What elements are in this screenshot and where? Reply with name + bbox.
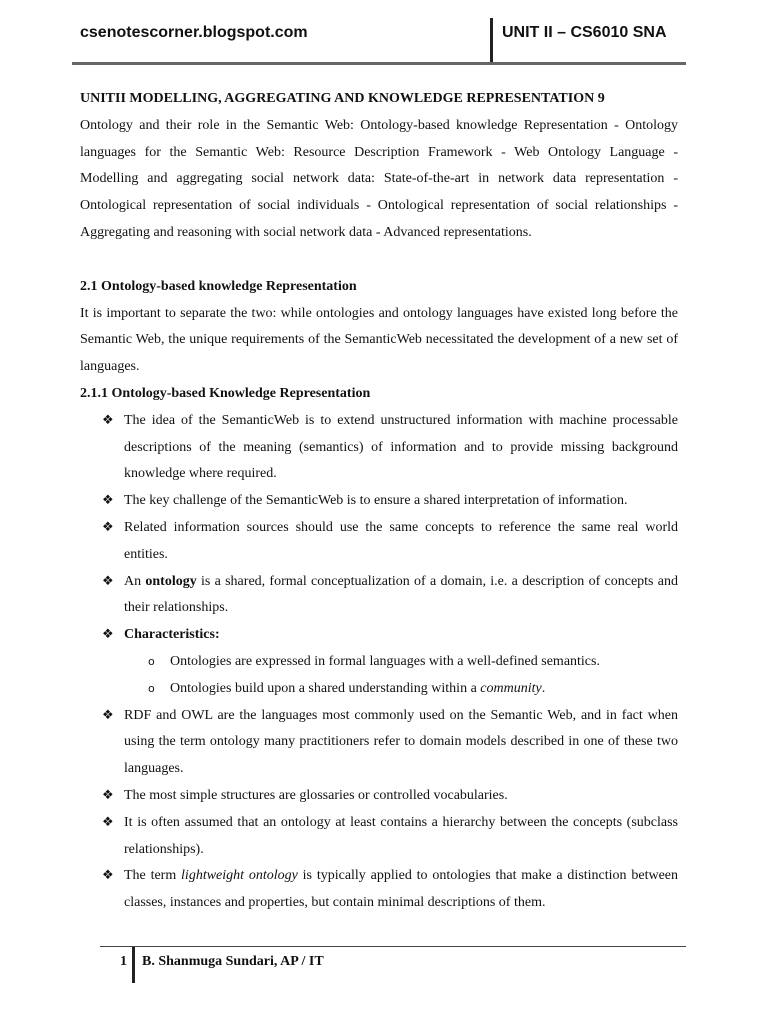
bullet-text: Related information sources should use the same concepts to reference the same real world entities.: [124, 519, 678, 562]
diamond-bullet-icon: ❖: [102, 573, 114, 589]
diamond-bullet-icon: ❖: [102, 707, 114, 723]
bullet-text-post: is typically applied to ontologies that make a distinction between classes, instances and properties, but contain minimal descriptions of them.: [124, 868, 679, 911]
list-item: [80, 515, 678, 569]
diamond-bullet-icon: ❖: [102, 868, 114, 884]
header-rule: [72, 62, 686, 65]
bullet-text: RDF and OWL are the languages most commonly used on the Semantic Web, and in fact when using the term ontology many practitioners refer to domain models described in one of these two languages.: [124, 707, 678, 777]
unit-title: UNITII MODELLING, AGGREGATING AND KNOWLEDGE REPRESENTATION 9: [80, 91, 605, 106]
diamond-bullet-icon: ❖: [102, 814, 114, 830]
sub-item-text: Ontologies are expressed in formal languages with a well-defined semantics.: [170, 653, 600, 669]
sub-item-text-pre: Ontologies build upon a shared understanding within a: [170, 680, 481, 696]
section-2-1-paragraph: It is important to separate the two: while ontologies and ontology languages have existed long before the Semantic Web, the unique requirements of the SemanticWeb necessitated the development of a new set of languages.: [80, 305, 678, 375]
sub-item-term-community: community: [480, 680, 542, 696]
list-item: [80, 810, 678, 864]
footer-divider: [132, 947, 135, 983]
bullet-list: [80, 408, 678, 917]
diamond-bullet-icon: ❖: [102, 412, 114, 428]
bullet-text: The key challenge of the SemanticWeb is to ensure a shared interpretation of information.: [124, 493, 628, 509]
page-content: [80, 86, 678, 917]
list-item: [80, 863, 678, 917]
syllabus-paragraph: Ontology and their role in the Semantic Web: Ontology-based knowledge Representation - Ontology languages for the Semantic Web: Resource Description Framework - Web Ontology Language - Modelling and aggregating social network data: State-of-the-art in network data representation - Ontological representation of social individuals - Ontological representation of social relationships - Aggregating and reasoning with social network data - Advanced representations.: [80, 117, 678, 240]
sub-list-item: [124, 676, 678, 703]
list-item: [80, 488, 678, 515]
section-heading-2-1: 2.1 Ontology-based knowledge Representation: [80, 278, 357, 294]
header-site: csenotescorner.blogspot.com: [80, 24, 308, 41]
bullet-text-post: is a shared, formal conceptualization of a domain, i.e. a description of concepts and their relationships.: [124, 573, 678, 616]
header-divider: [490, 18, 493, 62]
spacer: [80, 247, 678, 274]
list-item: [80, 703, 678, 783]
list-item: [80, 783, 678, 810]
bullet-term-lightweight-ontology: lightweight ontology: [181, 868, 298, 884]
footer-page-number: 1: [120, 954, 127, 969]
diamond-bullet-icon: ❖: [102, 493, 114, 509]
bullet-text-pre: The term: [124, 868, 182, 884]
list-item: [80, 408, 678, 488]
section-heading-2-1-1: 2.1.1 Ontology-based Knowledge Representation: [80, 385, 371, 401]
footer-rule: [100, 946, 686, 947]
sub-list-item: [124, 649, 678, 676]
diamond-bullet-icon: ❖: [102, 787, 114, 803]
sub-list: [124, 649, 678, 703]
sub-item-text-post: .: [541, 680, 546, 696]
list-item: [80, 622, 678, 702]
circle-bullet-icon: o: [148, 681, 155, 695]
bullet-text-pre: An: [124, 573, 146, 589]
footer-author: B. Shanmuga Sundari, AP / IT: [142, 954, 324, 969]
diamond-bullet-icon: ❖: [102, 519, 114, 535]
bullet-text: The most simple structures are glossaries or controlled vocabularies.: [124, 787, 508, 803]
list-item: [80, 569, 678, 623]
header-unit: UNIT II – CS6010 SNA: [502, 24, 667, 41]
circle-bullet-icon: o: [148, 654, 155, 668]
characteristics-label: Characteristics:: [124, 627, 220, 643]
bullet-text: It is often assumed that an ontology at least contains a hierarchy between the concepts (subclass relationships).: [124, 814, 678, 857]
bullet-term-ontology: ontology: [145, 573, 197, 589]
diamond-bullet-icon: ❖: [102, 627, 114, 643]
bullet-text: The idea of the SemanticWeb is to extend unstructured information with machine processable descriptions of the meaning (semantics) of information and to provide missing background knowledge where required.: [124, 412, 678, 482]
